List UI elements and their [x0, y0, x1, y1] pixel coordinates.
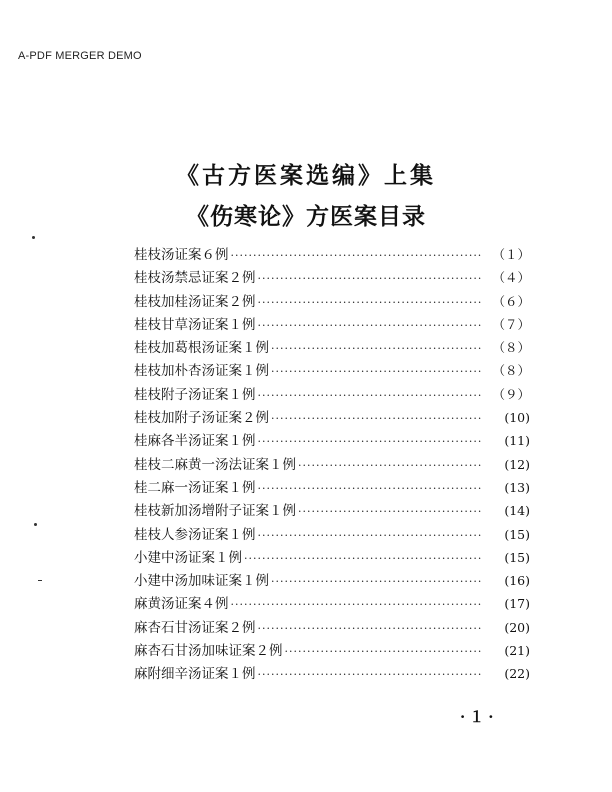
toc-entry-page: (10)	[504, 410, 530, 426]
toc-entry-label: 桂枝加朴杏汤证案１例	[134, 363, 269, 380]
toc-entry	[134, 639, 530, 662]
toc-entry	[134, 313, 530, 336]
toc-entry-page: （８）	[492, 340, 530, 356]
toc-entry-label: 桂麻各半汤证案１例	[134, 433, 256, 450]
toc-entry	[134, 406, 530, 429]
toc-leader-dots	[258, 314, 483, 337]
toc-entry	[134, 499, 530, 522]
toc-leader-dots	[258, 617, 483, 640]
scan-speck	[34, 523, 37, 526]
toc-entry	[134, 336, 530, 359]
toc-leader-dots	[231, 244, 483, 267]
toc-entry-page: (13)	[504, 479, 530, 495]
toc-entry-page: (21)	[504, 643, 530, 659]
toc-entry-page: (22)	[504, 666, 530, 682]
toc-leader-dots	[258, 384, 483, 407]
toc-entry-label: 桂枝附子汤证案１例	[134, 386, 256, 403]
toc-entry	[134, 523, 530, 546]
toc-entry-label: 麻附细辛汤证案１例	[134, 666, 256, 683]
toc-entry	[134, 266, 530, 289]
toc-entry	[134, 476, 530, 499]
toc-entry-page: (17)	[504, 596, 530, 612]
toc-entry-label: 桂枝甘草汤证案１例	[134, 316, 256, 333]
page-title: 《古方医案选编》上集	[176, 163, 436, 189]
toc-entry-label: 桂枝汤证案６例	[134, 247, 229, 263]
toc-leader-dots	[258, 477, 483, 500]
page-subtitle: 《伤寒论》方医案目录	[186, 204, 426, 230]
toc-entry	[134, 359, 530, 382]
table-of-contents	[134, 243, 530, 686]
toc-entry-page: （７）	[492, 316, 530, 332]
toc-entry	[134, 546, 530, 569]
toc-entry-label: 桂二麻一汤证案１例	[134, 479, 256, 496]
toc-entry-page: (20)	[504, 619, 530, 635]
toc-entry-page: (15)	[504, 526, 530, 542]
toc-entry-page: (15)	[504, 549, 530, 565]
toc-entry-label: 桂枝加葛根汤证案１例	[134, 340, 269, 357]
toc-entry-page: （６）	[492, 293, 530, 309]
toc-entry-label: 麻黄汤证案４例	[134, 596, 229, 613]
toc-entry-page: （８）	[492, 363, 530, 379]
toc-entry-label: 麻杏石甘汤加味证案２例	[134, 643, 283, 660]
toc-entry-label: 桂枝新加汤增附子证案１例	[134, 503, 296, 520]
toc-entry-label: 桂枝加附子汤证案２例	[134, 410, 269, 427]
toc-entry-label: 小建中汤证案１例	[134, 549, 242, 566]
toc-leader-dots	[258, 267, 483, 290]
toc-leader-dots	[258, 524, 483, 547]
toc-entry-label: 桂枝二麻黄一汤法证案１例	[134, 456, 296, 473]
page-number: ·１·	[460, 708, 498, 726]
toc-entry-page: (14)	[504, 503, 530, 519]
toc-entry	[134, 453, 530, 476]
toc-entry	[134, 429, 530, 452]
scan-speck	[38, 580, 42, 581]
toc-leader-dots	[244, 547, 482, 570]
toc-leader-dots	[271, 360, 482, 383]
toc-entry-label: 桂枝人参汤证案１例	[134, 526, 256, 543]
toc-entry-page: （１）	[492, 247, 530, 262]
toc-entry	[134, 662, 530, 685]
toc-leader-dots	[271, 570, 482, 593]
toc-entry	[134, 243, 530, 266]
toc-leader-dots	[258, 291, 483, 314]
toc-entry	[134, 569, 530, 592]
toc-leader-dots	[271, 407, 482, 430]
scan-speck	[32, 236, 35, 239]
toc-entry-label: 麻杏石甘汤证案２例	[134, 619, 256, 636]
toc-entry-page: (16)	[504, 573, 530, 589]
toc-entry-label: 桂枝加桂汤证案２例	[134, 293, 256, 310]
toc-entry	[134, 290, 530, 313]
toc-entry	[134, 616, 530, 639]
toc-leader-dots	[285, 640, 483, 663]
toc-entry-page: （４）	[492, 270, 530, 286]
toc-leader-dots	[258, 663, 483, 686]
toc-entry-page: （９）	[492, 386, 530, 402]
toc-entry-page: (11)	[504, 433, 530, 449]
toc-leader-dots	[298, 500, 482, 523]
toc-leader-dots	[271, 337, 482, 360]
toc-entry-page: (12)	[504, 456, 530, 472]
watermark-text: A-PDF MERGER DEMO	[18, 50, 142, 62]
toc-leader-dots	[231, 593, 483, 616]
toc-entry-label: 小建中汤加味证案１例	[134, 573, 269, 590]
toc-leader-dots	[258, 430, 483, 453]
toc-entry	[134, 592, 530, 615]
toc-leader-dots	[298, 454, 482, 477]
toc-entry	[134, 383, 530, 406]
toc-entry-label: 桂枝汤禁忌证案２例	[134, 270, 256, 287]
